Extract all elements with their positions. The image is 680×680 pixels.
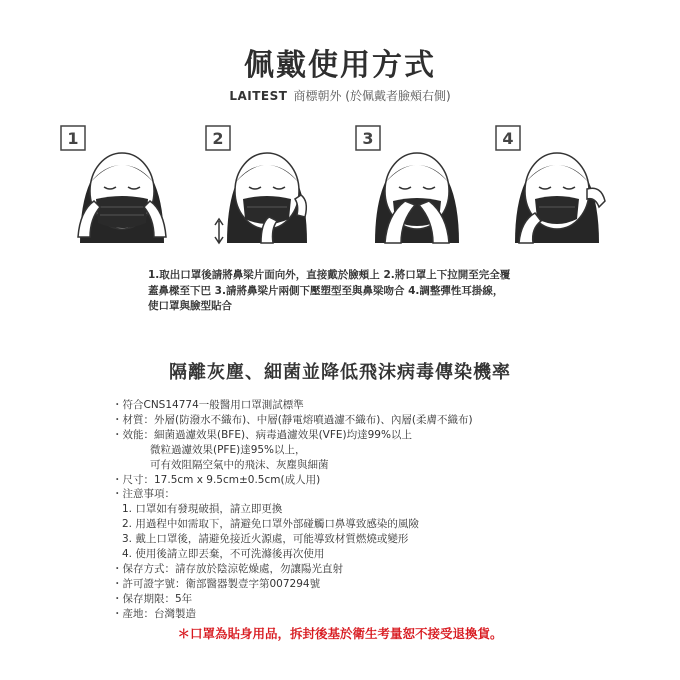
- spec-note-item: 3. 戴上口罩後，請避免接近火源處，可能導致材質燃燒或變形: [122, 533, 409, 546]
- spec-origin: ・產地：台灣製造: [112, 607, 196, 620]
- spec-efficacy-pfe: 微粒過濾效果(PFE)達95%以上，: [150, 443, 306, 456]
- wearing-instructions: [148, 268, 548, 315]
- brand-orientation-note: [0, 87, 680, 104]
- spec-standard: ・符合CNS14774一般醫用口罩測試標準: [112, 399, 304, 411]
- step-number-badge: [495, 125, 521, 151]
- step-4: [495, 125, 620, 250]
- brand-note: 商標朝外 (於佩戴者臉頰右側): [293, 89, 451, 103]
- instruction-line: 1.取出口罩後請將鼻梁片面向外，直接戴於臉頰上 2.將口罩上下拉開至完全覆: [148, 269, 511, 281]
- step-number: 3: [362, 129, 374, 148]
- spec-notes-heading: ・注意事項：: [112, 488, 175, 501]
- spec-efficacy: ・效能：細菌過濾效果(BFE)、病毒過濾效果(VFE)均達99%以上: [112, 428, 412, 441]
- page-title: 佩戴使用方式: [244, 48, 436, 83]
- return-policy-warning: ＊口罩為貼身用品，拆封後基於衛生考量恕不接受退換貨。: [177, 626, 503, 641]
- spec-storage: ・保存方式：請存放於陰涼乾燥處，勿讓陽光直射: [112, 562, 343, 575]
- step-3: [355, 125, 480, 250]
- spec-note-item: 4. 使用後請立即丟棄，不可洗滌後再次使用: [122, 548, 325, 561]
- step-number-badge: [60, 125, 86, 151]
- spec-note-item: 1. 口罩如有發現破損，請立即更換: [122, 503, 283, 516]
- spec-note-item: 2. 用過程中如需取下，請避免口罩外部碰觸口鼻導致感染的風險: [122, 518, 419, 531]
- instruction-line: 使口罩與臉型貼合: [148, 300, 232, 312]
- spec-size: ・尺寸：17.5cm x 9.5cm±0.5cm(成人用): [112, 473, 321, 486]
- spec-license: ・許可證字號：衛部醫器製壹字第007294號: [112, 577, 321, 590]
- step-number: 4: [502, 129, 514, 148]
- step-number-badge: [355, 125, 381, 151]
- step-illustrations: [60, 125, 620, 250]
- spec-shelf-life: ・保存期限：5年: [112, 592, 193, 605]
- spec-efficacy-note: 可有效阻隔空氣中的飛沫、灰塵與細菌: [150, 458, 329, 471]
- spec-material: ・材質：外層(防潑水不織布)、中層(靜電熔噴過濾不織布)、內層(柔膚不織布): [112, 413, 473, 426]
- step-1: [60, 125, 185, 250]
- brand-name: LAITEST: [229, 89, 288, 103]
- product-specs: [112, 398, 592, 622]
- step-number-badge: [205, 125, 231, 151]
- instruction-line: 蓋鼻樑至下巴 3.請將鼻梁片兩側下壓塑型至與鼻梁吻合 4.調整彈性耳掛線，: [148, 284, 504, 297]
- step-number: 2: [212, 129, 224, 148]
- section-title: 隔離灰塵、細菌並降低飛沫病毒傳染機率: [169, 362, 511, 383]
- step-number: 1: [67, 129, 79, 148]
- step-2: [205, 125, 330, 250]
